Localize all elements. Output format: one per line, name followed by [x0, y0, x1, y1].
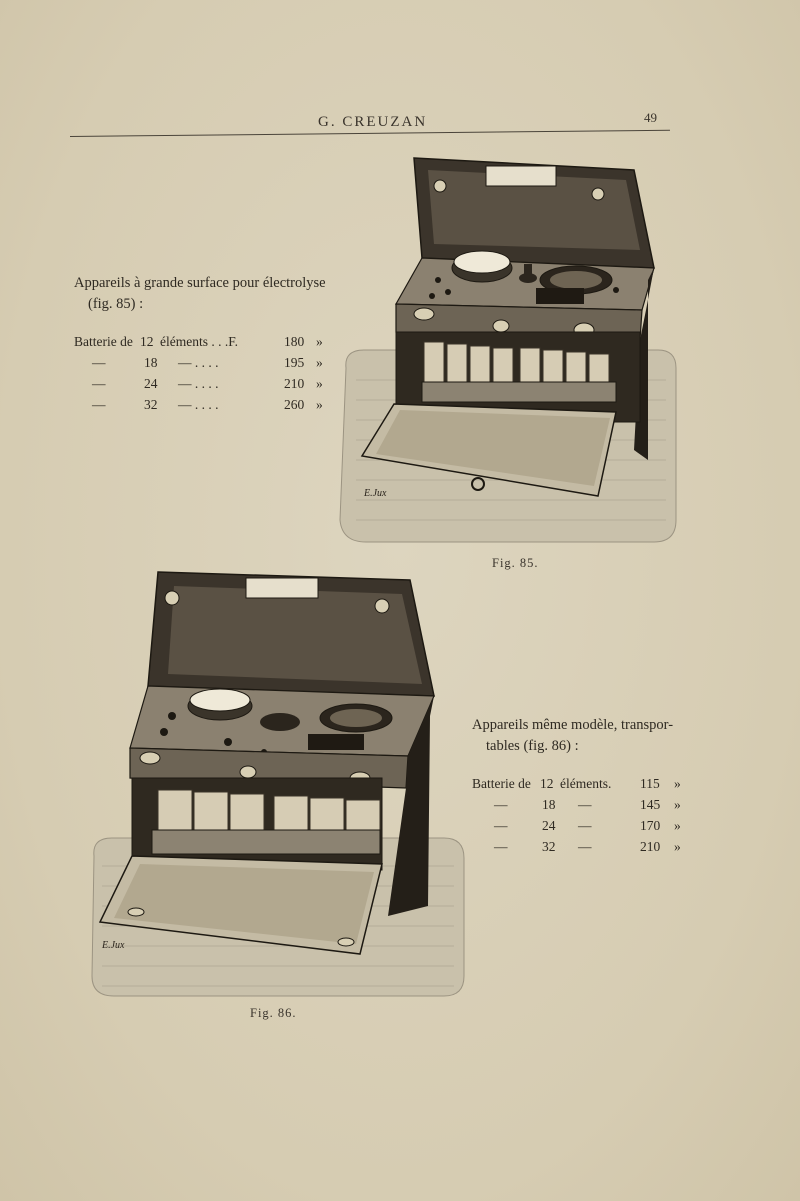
- row-unit: — . . . .: [178, 355, 219, 370]
- figure-85-caption: Fig. 85.: [492, 556, 539, 570]
- row-count: 32: [542, 839, 556, 854]
- table-row: [74, 376, 334, 396]
- row-mark: »: [316, 355, 323, 370]
- row-count: 12: [140, 334, 154, 349]
- row-mark: »: [316, 397, 323, 412]
- svg-text:E.Jux: E.Jux: [364, 488, 387, 499]
- row-count: 32: [144, 397, 158, 412]
- row-price: 180: [284, 334, 305, 349]
- row-price: 115: [640, 776, 660, 791]
- table-row: [74, 355, 334, 375]
- row-price: 195: [284, 355, 305, 370]
- row-mark: »: [674, 797, 681, 812]
- section2-price-table: [472, 776, 692, 866]
- row-count: 24: [542, 818, 556, 833]
- row-mark: »: [674, 839, 681, 854]
- row-unit: —: [578, 797, 592, 812]
- table-row: [74, 334, 334, 354]
- row-count: 18: [144, 355, 158, 370]
- row-mark: »: [316, 376, 323, 391]
- row-unit: éléments.: [560, 776, 612, 791]
- row-unit: —: [578, 818, 592, 833]
- section1-price-table: [74, 334, 334, 424]
- section1-heading: [74, 273, 326, 315]
- section2-heading-line2: tables (fig. 86) :: [486, 738, 579, 754]
- figure-86-caption: Fig. 86.: [250, 1006, 297, 1020]
- row-mark: »: [674, 776, 681, 791]
- row-unit: —: [578, 839, 592, 854]
- section1-heading-line1: Appareils à grande surface pour électrolyse: [74, 275, 326, 291]
- table-row: [472, 818, 692, 838]
- page-number: 49: [644, 110, 657, 125]
- row-price: 170: [640, 818, 661, 833]
- row-label: Batterie de: [472, 776, 531, 791]
- section2-heading: [472, 715, 673, 757]
- row-price: 260: [284, 397, 305, 412]
- row-mark: »: [316, 334, 323, 349]
- page-header-title: G. CREUZAN: [318, 114, 428, 130]
- row-label: —: [494, 839, 508, 854]
- section2-heading-line1: Appareils même modèle, transpor-: [472, 717, 674, 733]
- row-price: 210: [284, 376, 305, 391]
- row-label: —: [494, 797, 508, 812]
- row-unit: éléments . . .F.: [160, 334, 239, 349]
- table-row: [472, 839, 692, 859]
- svg-text:E.Jux: E.Jux: [102, 940, 125, 951]
- row-unit: — . . . .: [178, 376, 219, 391]
- row-price: 210: [640, 839, 661, 854]
- row-count: 12: [540, 776, 554, 791]
- row-mark: »: [674, 818, 681, 833]
- figure-85-illustration: [336, 150, 680, 552]
- table-row: [472, 797, 692, 817]
- table-row: [472, 776, 692, 796]
- row-unit: — . . . .: [178, 397, 219, 412]
- section1-heading-line2: (fig. 85) :: [88, 296, 144, 312]
- row-label: —: [494, 818, 508, 833]
- row-label: Batterie de: [74, 334, 133, 349]
- row-label: —: [92, 376, 106, 391]
- row-count: 18: [542, 797, 556, 812]
- table-row: [74, 397, 334, 417]
- figure-86-illustration: [88, 566, 466, 1002]
- row-label: —: [92, 355, 106, 370]
- row-price: 145: [640, 797, 661, 812]
- row-label: —: [92, 397, 106, 412]
- row-count: 24: [144, 376, 158, 391]
